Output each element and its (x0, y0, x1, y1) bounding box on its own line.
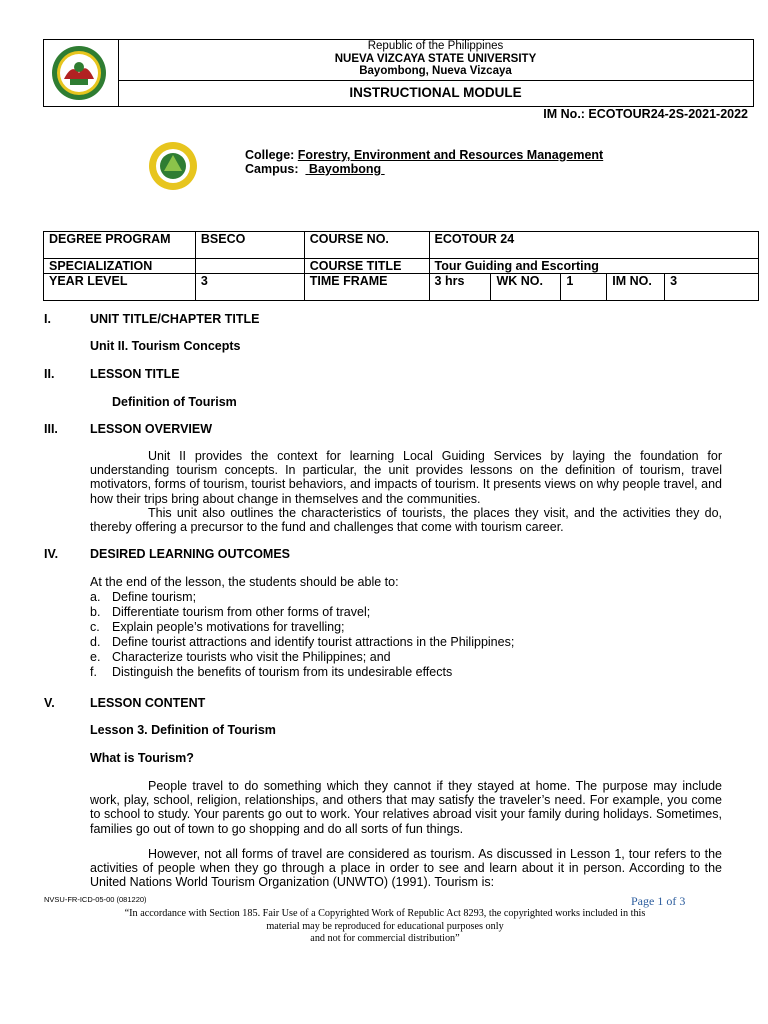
college-seal-logo (144, 141, 202, 191)
course-title-label: COURSE TITLE (304, 259, 429, 274)
overview-paragraph-1: Unit II provides the context for learning Local Guiding Services by laying the foundation for understanding tourism concepts. In particular, the unit provides lessons on the definition of tourism, travel motivators, forms of tourism, tourist behaviors, and impacts of tourism. It presents views on why people travel, and how their trips bring about change in themselves and the communities. (90, 449, 722, 506)
logo-cell (44, 40, 119, 106)
im-number: IM No.: ECOTOUR24-2S-2021-2022 (543, 107, 748, 121)
campus-label: Campus: (245, 162, 299, 176)
list-item: e. Characterize tourists who visit the Philippines; and (90, 650, 391, 665)
section-3-title: LESSON OVERVIEW (90, 422, 213, 436)
content-paragraph-1: People travel to do something which they cannot if they stayed at home. The purpose may include work, play, school, religion, relationships, and others that may satisfy the traveler’s need. For example, you come to school to study. Your parents go out to work. Your relatives abroad visit your family during holidays. Sometimes, families go out of town to go shopping and do all sorts of fun things. (90, 779, 722, 836)
college-value: Forestry, Environment and Resources Management (297, 148, 604, 162)
course-no-label: COURSE NO. (304, 232, 429, 259)
course-no-value: ECOTOUR 24 (429, 232, 758, 259)
university-seal-logo (50, 45, 108, 101)
wk-no-value: 1 (561, 274, 607, 301)
section-5-title: LESSON CONTENT (90, 696, 206, 710)
course-title-value: Tour Guiding and Escorting (429, 259, 758, 274)
university-address: Bayombong, Nueva Vizcaya (359, 65, 512, 77)
specialization-value (195, 259, 304, 274)
section-3-number: III. (44, 422, 58, 436)
page-number: Page 1 of 3 (631, 894, 686, 908)
lesson-title: Definition of Tourism (112, 395, 237, 409)
list-item: d. Define tourist attractions and identify tourist attractions in the Philippines; (90, 635, 515, 650)
header-text (118, 40, 753, 81)
college-campus-block (245, 148, 603, 176)
course-info-table (43, 231, 759, 301)
content-paragraph-2: However, not all forms of travel are considered as tourism. As discussed in Lesson 1, tour refers to the activities of people when they go through a place in order to see and learn about it in person. According to the United Nations World Tourism Organization (UNWTO) (1991). Tourism is: (90, 847, 722, 890)
specialization-label: SPECIALIZATION (44, 259, 196, 274)
section-4-number: IV. (44, 547, 59, 561)
university-name: NUEVA VIZCAYA STATE UNIVERSITY (334, 52, 537, 65)
degree-program-label: DEGREE PROGRAM (44, 232, 196, 259)
list-item: a. Define tourism; (90, 590, 197, 604)
im-no-value: 3 (665, 274, 759, 301)
list-item: b. Differentiate tourism from other forms of travel; (90, 605, 371, 620)
university-header (43, 39, 754, 107)
section-1-number: I. (44, 312, 51, 326)
form-code: NVSU-FR-ICD-05-00 (081220) (44, 895, 147, 904)
outcomes-intro: At the end of the lesson, the students should be able to: (90, 575, 399, 589)
question-heading: What is Tourism? (90, 751, 194, 765)
degree-program-value: BSECO (195, 232, 304, 259)
im-no-label: IM NO. (607, 274, 665, 301)
wk-no-label: WK NO. (491, 274, 561, 301)
overview-paragraph-2: This unit also outlines the characteristics of tourists, the places they visit, and the activities they do, thereby offering a precursor to the fund and challenges that come with tourism career. (90, 506, 722, 535)
time-frame-label: TIME FRAME (304, 274, 429, 301)
copyright-disclaimer: “In accordance with Section 185. Fair Use of a Copyrighted Work of Republic Act 8293, the copyrighted works included in this material may be reproduced for educational purposes only and not for commercial distribution” (124, 908, 646, 945)
year-level-label: YEAR LEVEL (44, 274, 196, 301)
section-2-number: II. (44, 367, 55, 381)
lesson-heading: Lesson 3. Definition of Tourism (90, 723, 276, 737)
section-4-title: DESIRED LEARNING OUTCOMES (90, 547, 291, 561)
time-frame-value: 3 hrs (429, 274, 491, 301)
section-5-number: V. (44, 696, 55, 710)
list-item: f. Distinguish the benefits of tourism from its undesirable effects (90, 665, 453, 680)
list-item: c. Explain people’s motivations for travelling; (90, 620, 345, 635)
year-level-value: 3 (195, 274, 304, 301)
unit-title: Unit II. Tourism Concepts (90, 339, 241, 353)
section-2-title: LESSON TITLE (90, 367, 180, 381)
college-label: College: (245, 148, 295, 162)
outcomes-list (90, 590, 514, 681)
module-title: INSTRUCTIONAL MODULE (349, 85, 522, 100)
section-1-title: UNIT TITLE/CHAPTER TITLE (90, 312, 260, 326)
campus-value: Bayombong (308, 162, 382, 176)
republic-line: Republic of the Philippines (367, 40, 504, 52)
